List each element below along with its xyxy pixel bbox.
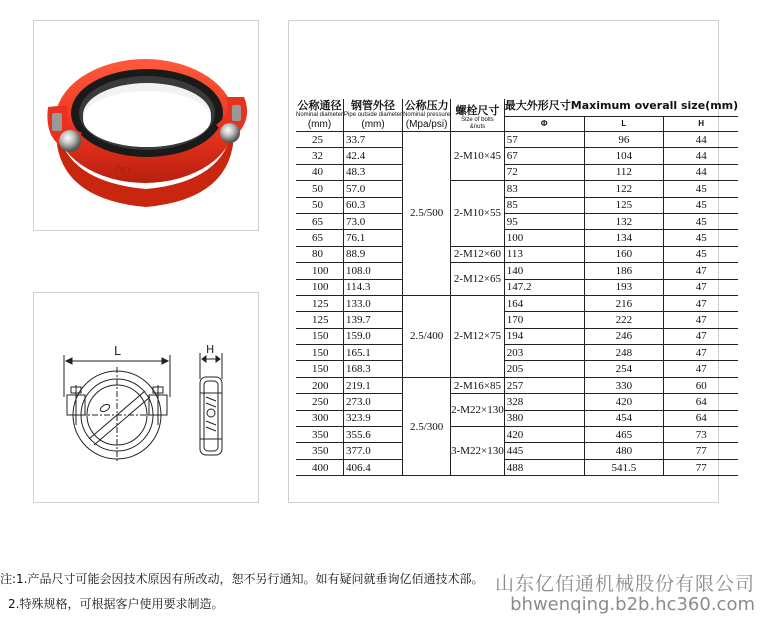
note-line-2: 2.特殊规格，可根据客户使用要求制造。	[8, 597, 224, 611]
header-phi: Φ	[504, 117, 584, 132]
cell-h: 47	[664, 361, 738, 377]
cell-h: 45	[664, 181, 738, 197]
table-row	[296, 312, 738, 328]
cell-dn: 40	[296, 164, 344, 180]
cell-l: 186	[584, 263, 664, 279]
table-row	[296, 377, 738, 393]
cell-l: 125	[584, 197, 664, 213]
cell-dn: 100	[296, 279, 344, 295]
header-bolts: 螺栓尺寸 Size of bolts &nuts	[451, 99, 505, 132]
cell-phi: 100	[504, 230, 584, 246]
cell-phi: 445	[504, 443, 584, 459]
cell-bolts: 2-M10×45	[451, 132, 505, 181]
spec-table-body	[296, 132, 738, 476]
cell-h: 60	[664, 377, 738, 393]
cell-phi: 113	[504, 246, 584, 262]
cell-bolts: 2-M22×130	[451, 394, 505, 427]
cell-phi: 147.2	[504, 279, 584, 295]
header-nominal-diameter: 公称通径 Nominal diameter (mm)	[296, 99, 344, 130]
cell-od: 165.1	[344, 345, 403, 361]
cell-pressure: 2.5/400	[403, 295, 451, 377]
watermark-company: 山东亿佰通机械股份有限公司	[494, 573, 755, 595]
cell-phi: 420	[504, 427, 584, 443]
table-row	[296, 394, 738, 410]
coupling-drawing	[34, 293, 258, 502]
cell-dn: 50	[296, 197, 344, 213]
cell-dn: 300	[296, 410, 344, 426]
cell-dn: 65	[296, 213, 344, 229]
cell-od: 108.0	[344, 263, 403, 279]
table-row	[296, 328, 738, 344]
cell-od: 114.3	[344, 279, 403, 295]
cell-l: 254	[584, 361, 664, 377]
cell-od: 48.3	[344, 164, 403, 180]
watermark-url: bhwenqing.b2b.hc360.com	[510, 594, 755, 615]
cell-phi: 194	[504, 328, 584, 344]
table-row	[296, 410, 738, 426]
cell-dn: 400	[296, 459, 344, 475]
table-row	[296, 197, 738, 213]
cell-od: 159.0	[344, 328, 403, 344]
cell-pressure: 2.5/300	[403, 377, 451, 475]
spec-table	[296, 99, 738, 476]
cell-h: 47	[664, 263, 738, 279]
header-pressure: 公称压力 Nominal pressure (Mpa/psi)	[403, 99, 451, 130]
cell-dn: 32	[296, 148, 344, 164]
cell-dn: 350	[296, 427, 344, 443]
cell-phi: 85	[504, 197, 584, 213]
table-row	[296, 345, 738, 361]
cell-od: 377.0	[344, 443, 403, 459]
dimension-h-label: H	[206, 343, 215, 356]
cell-bolts: 2-M10×55	[451, 181, 505, 247]
cell-h: 44	[664, 164, 738, 180]
cell-h: 64	[664, 410, 738, 426]
table-row	[296, 295, 738, 311]
cell-l: 330	[584, 377, 664, 393]
cell-l: 160	[584, 246, 664, 262]
cell-l: 104	[584, 148, 664, 164]
table-row	[296, 263, 738, 279]
cell-h: 47	[664, 295, 738, 311]
cell-phi: 203	[504, 345, 584, 361]
cell-od: 33.7	[344, 132, 403, 148]
header-h: H	[664, 117, 738, 132]
cell-od: 273.0	[344, 394, 403, 410]
cell-dn: 150	[296, 328, 344, 344]
table-row	[296, 230, 738, 246]
table-row	[296, 148, 738, 164]
cell-od: 57.0	[344, 181, 403, 197]
cell-dn: 150	[296, 361, 344, 377]
cell-phi: 72	[504, 164, 584, 180]
note-line-1: 注:1.产品尺寸可能会因技术原因有所改动，恕不另行通知。如有疑问就垂询亿佰通技术部。	[0, 572, 484, 586]
cell-l: 222	[584, 312, 664, 328]
cell-bolts: 2-M12×65	[451, 263, 505, 296]
cell-h: 47	[664, 279, 738, 295]
cell-dn: 65	[296, 230, 344, 246]
table-row	[296, 443, 738, 459]
cell-l: 134	[584, 230, 664, 246]
coupling-photo	[34, 21, 258, 230]
spec-table-frame	[288, 20, 739, 503]
cell-l: 132	[584, 213, 664, 229]
cell-l: 541.5	[584, 459, 664, 475]
cell-h: 44	[664, 132, 738, 148]
cell-h: 73	[664, 427, 738, 443]
cell-dn: 350	[296, 443, 344, 459]
table-row	[296, 132, 738, 148]
cell-phi: 67	[504, 148, 584, 164]
cell-dn: 125	[296, 312, 344, 328]
cell-dn: 125	[296, 295, 344, 311]
cell-bolts: 3-M22×130	[451, 427, 505, 476]
cell-od: 60.3	[344, 197, 403, 213]
cell-h: 45	[664, 230, 738, 246]
table-row	[296, 459, 738, 475]
header-l: L	[584, 117, 664, 132]
table-row	[296, 427, 738, 443]
cell-phi: 140	[504, 263, 584, 279]
cell-l: 480	[584, 443, 664, 459]
cell-pressure: 2.5/500	[403, 132, 451, 296]
cell-h: 45	[664, 213, 738, 229]
cell-od: 219.1	[344, 377, 403, 393]
cell-od: 139.7	[344, 312, 403, 328]
cell-h: 44	[664, 148, 738, 164]
cell-phi: 95	[504, 213, 584, 229]
cell-dn: 250	[296, 394, 344, 410]
cell-dn: 100	[296, 263, 344, 279]
table-row	[296, 213, 738, 229]
table-row	[296, 181, 738, 197]
cell-l: 420	[584, 394, 664, 410]
cell-h: 45	[664, 246, 738, 262]
cell-od: 73.0	[344, 213, 403, 229]
cell-dn: 50	[296, 181, 344, 197]
cell-l: 248	[584, 345, 664, 361]
cell-l: 216	[584, 295, 664, 311]
cell-phi: 380	[504, 410, 584, 426]
cell-h: 47	[664, 328, 738, 344]
cell-od: 88.9	[344, 246, 403, 262]
cell-phi: 57	[504, 132, 584, 148]
cell-h: 77	[664, 459, 738, 475]
cell-h: 77	[664, 443, 738, 459]
table-row	[296, 279, 738, 295]
cell-phi: 257	[504, 377, 584, 393]
cell-bolts: 2-M12×60	[451, 246, 505, 262]
cell-od: 133.0	[344, 295, 403, 311]
cell-phi: 328	[504, 394, 584, 410]
cell-h: 47	[664, 345, 738, 361]
cell-phi: 83	[504, 181, 584, 197]
cell-phi: 170	[504, 312, 584, 328]
table-row	[296, 246, 738, 262]
cell-l: 96	[584, 132, 664, 148]
cell-od: 168.3	[344, 361, 403, 377]
cell-h: 45	[664, 197, 738, 213]
cell-dn: 150	[296, 345, 344, 361]
cell-dn: 80	[296, 246, 344, 262]
cell-od: 406.4	[344, 459, 403, 475]
cell-l: 122	[584, 181, 664, 197]
cell-bolts: 2-M16×85	[451, 377, 505, 393]
cell-l: 112	[584, 164, 664, 180]
cell-od: 323.9	[344, 410, 403, 426]
dimension-l-label: L	[114, 344, 121, 358]
cell-dn: 25	[296, 132, 344, 148]
cell-bolts: 2-M12×75	[451, 295, 505, 377]
cell-l: 246	[584, 328, 664, 344]
cell-od: 355.6	[344, 427, 403, 443]
technical-drawing-frame	[33, 292, 259, 503]
cell-od: 76.1	[344, 230, 403, 246]
cell-l: 454	[584, 410, 664, 426]
cell-h: 64	[664, 394, 738, 410]
product-photo-frame	[33, 20, 259, 231]
cell-dn: 200	[296, 377, 344, 393]
cell-phi: 164	[504, 295, 584, 311]
cell-h: 47	[664, 312, 738, 328]
cell-phi: 205	[504, 361, 584, 377]
cell-l: 465	[584, 427, 664, 443]
svg-text:YBT: YBT	[113, 164, 133, 178]
header-overall-size: 最大外形尺寸Maximum overall size(mm)	[504, 99, 738, 117]
cell-l: 193	[584, 279, 664, 295]
cell-phi: 488	[504, 459, 584, 475]
table-row	[296, 164, 738, 180]
cell-od: 42.4	[344, 148, 403, 164]
header-pipe-od: 钢管外径 Pipe outside diameter (mm)	[344, 99, 403, 130]
table-row	[296, 361, 738, 377]
